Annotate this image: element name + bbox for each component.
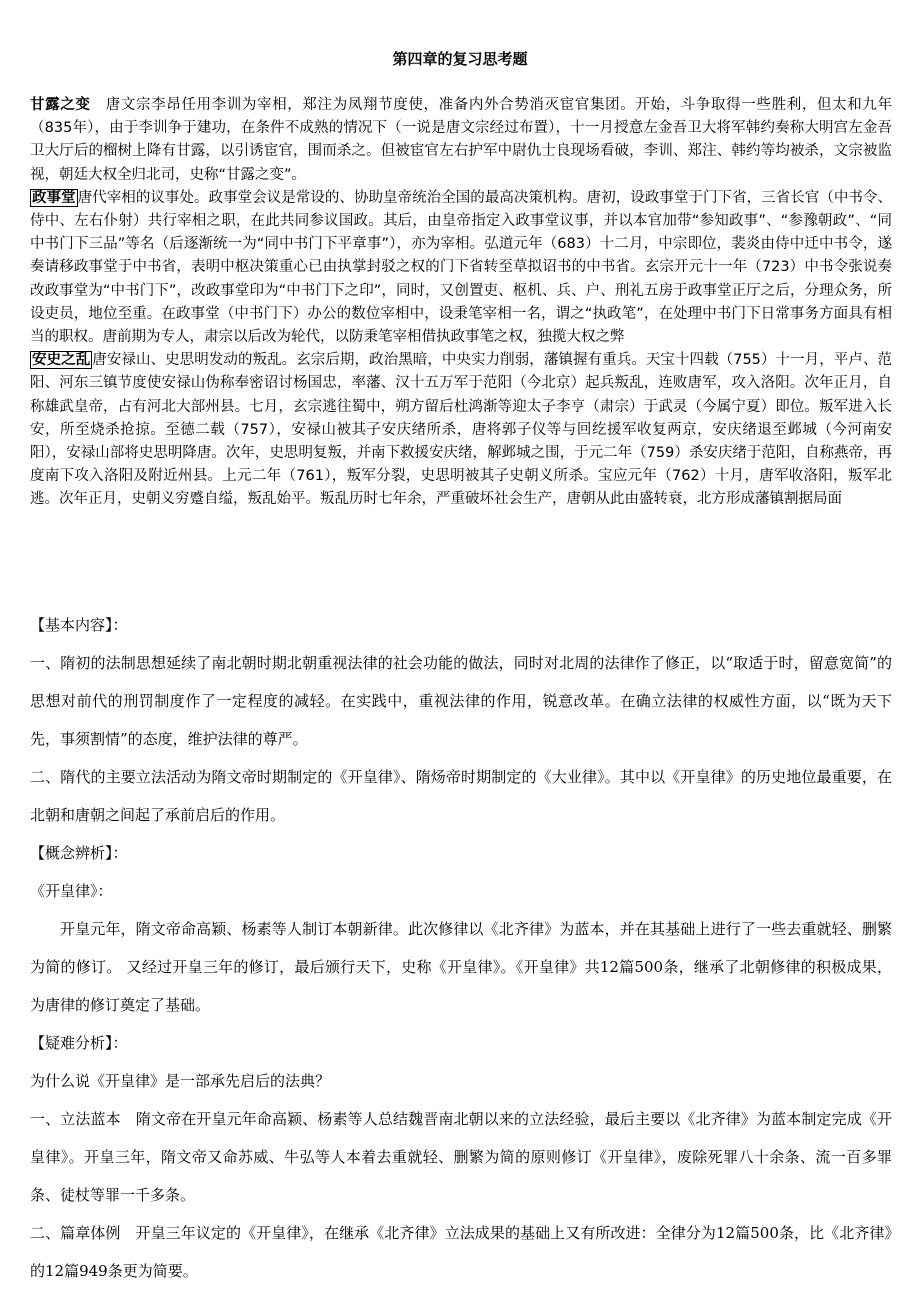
paragraph: 二、隋代的主要立法活动为隋文帝时期制定的《开皇律》、隋炀帝时期制定的《大业律》。其中以《开皇律》的历史地位最重要，在北朝和唐朝之间起了承前启后的作用。 [30,768,892,824]
paragraph: 一、立法蓝本 隋文帝在开皇元年命高颖、杨素等人总结魏晋南北朝以来的立法经验，最后主要以《北齐律》为蓝本制定完成《开皇律》。开皇三年，隋文帝又命苏威、牛弘等人本着去重就轻、删繁为简的原则修订《开皇律》，废除死罪八十余条、流一百多罪条、徒杖等罪一千多条。 [30,1110,892,1204]
term-entry [30,187,892,349]
paragraph: 一、隋初的法制思想延续了南北朝时期北朝重视法律的社会功能的做法，同时对北周的法律作了修正，以“取适于时，留意宽简”的思想对前代的刑罚制度作了一定程度的减轻。在实践中，重视法律的作用，锐意改革。在确立法律的权威性方面，以“既为天下先，事须割情”的态度，维护法律的尊严。 [30,654,892,748]
section-heading: 【概念辨析】： [30,844,128,862]
term-entry [30,349,892,511]
paragraph: 二、篇章体例 开皇三年议定的《开皇律》，在继承《北齐律》立法成果的基础上又有所改进：全律分为12篇500条，比《北齐律》的12篇949条更为简要。 [30,1224,892,1280]
term-label: 安史之乱 [32,352,91,369]
term-body: 唐代宰相的议事处。政事堂会议是常设的、协助皇帝统治全国的最高决策机构。唐初，设政事堂于门下省，三省长官（中书令、侍中、左右仆射）共行宰相之职，在此共同参议国政。其后，由皇帝指定入政事堂议事，并以本官加带“参知政事”、“参豫朝政”、“同中书门下三品”等名（后逐渐统一为“同中书门下平章事”），亦为宰相。弘道元年（683）十二月，中宗即位，裴炎由侍中迁中书令，遂奏请移政事堂于中书省，表明中枢决策重心已由执掌封驳之权的门下省转至草拟诏书的中书省。玄宗开元十一年（723）中书令张说奏改政事堂为“中书门下”，改政事堂印为“中书门下之印”，同时，又创置吏、枢机、兵、户、刑礼五房于政事堂正厅之后，分理众务，所设吏员，地位至重。在政事堂（中书门下）办公的数位宰相中，设秉笔宰相一名，谓之“执政笔”，在处理中书门下日常事务方面具有相当的职权。唐前期为专人，肃宗以后改为轮代，以防秉笔宰相借执政事笔之权，独揽大权之弊 [30,189,893,346]
page-title: 第四章的复习思考题 [392,50,528,68]
concept-subheading: 《开皇律》： [30,882,113,900]
section-heading: 【疑难分析】： [30,1034,128,1052]
term-body: 唐安禄山、史思明发动的叛乱。玄宗后期，政治黑暗，中央实力削弱，藩镇握有重兵。天宝十四载（755）十一月，平卢、范阳、河东三镇节度使安禄山伪称奉密诏讨杨国忠，率藩、汉十五万军于范阳（今北京）起兵叛乱，连败唐军，攻入洛阳。次年正月，自称雄武皇帝，占有河北大部州县。七月，玄宗逃往蜀中，朔方留后杜鸿渐等迎太子李亨（肃宗）于武灵（今属宁夏）即位。叛军进入长安，所至烧杀抢掠。至德二载（757），安禄山被其子安庆绪所杀，唐将郭子仪等与回纥援军收复两京，安庆绪退至邺城（今河南安阳），安禄山部将史思明降唐。次年，史思明复叛，并南下救援安庆绪，解邺城之围，于元二年（759）杀安庆绪于范阳，自称燕帝，再度南下攻入洛阳及附近州县。上元二年（761），叛军分裂，史思明被其子史朝义所杀。宝应元年（762）十月，唐军收洛阳，叛军北逃。次年正月，史朝义穷蹙自缢，叛乱始平。叛乱历时七年余，严重破坏社会生产，唐朝从此由盛转衰，北方形成藩镇割据局面 [30,352,893,508]
term-entry [30,94,892,187]
paragraph: 开皇元年，隋文帝命高颖、杨素等人制订本朝新律。此次修律以《北齐律》为蓝本，并在其基础上进行了一些去重就轻、删繁为简的修订。 又经过开皇三年的修订，最后颁行天下，史称《开皇律》。《开皇律》共12篇500条，继承了北朝修律的积极成果，为唐律的修订奠定了基础。 [30,920,892,1014]
question: 为什么说《开皇律》是一部承先启后的法典？ [30,1072,331,1090]
section-heading: 【基本内容】： [30,616,128,634]
term-body: 唐文宗李昂任用李训为宰相，郑注为凤翔节度使，准备内外合势消灭宦官集团。开始，斗争取得一些胜利，但太和九年（835年），由于李训争于建功，在条件不成熟的情况下（一说是唐文宗经过布置），十一月授意左金吾卫大将军韩约奏称大明宫左金吾卫大厅后的榴树上降有甘露，以引诱宦官，围而杀之。但被宦官左右护军中尉仇士良现场看破，李训、郑注、韩约等均被杀，文宗被监视，朝廷大权全归北司，史称“甘露之变”。 [30,97,893,183]
term-label: 政事堂 [32,189,76,206]
term-definitions [30,94,892,512]
study-notes [30,606,892,1290]
term-label: 甘露之变 [30,97,91,113]
